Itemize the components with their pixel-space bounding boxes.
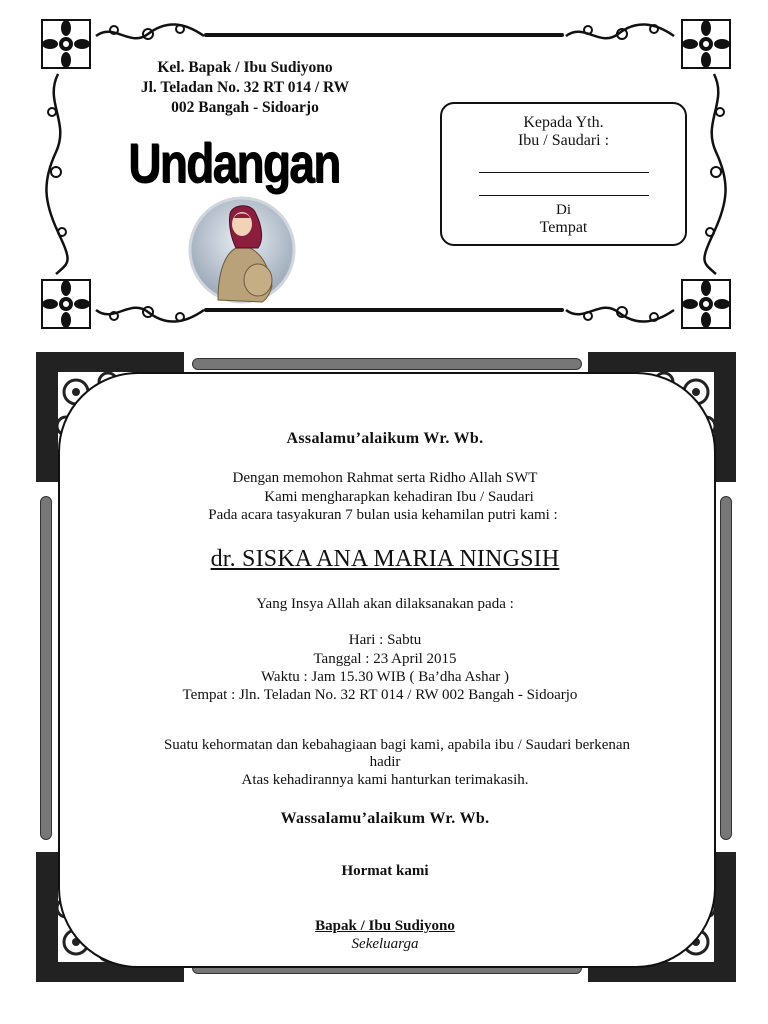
frame-rail-left: [40, 496, 52, 840]
sender-line: Jl. Teladan No. 32 RT 014 / RW: [140, 79, 350, 96]
closing-line: Suatu kehormatan dan kebahagiaan bagi kami, apabila ibu / Saudari berkenan: [163, 737, 631, 753]
schedule-intro: Yang Insya Allah akan dilaksanakan pada :: [256, 596, 514, 612]
sender-line: Kel. Bapak / Ibu Sudiyono: [157, 59, 333, 76]
event-place: Tempat : Jln. Teladan No. 32 RT 014 / RW 002 Bangah - Sidoarjo: [182, 687, 578, 703]
card-text: [60, 0, 710, 1024]
intro-line: Dengan memohon Rahmat serta Ridho Allah SWT: [232, 470, 538, 486]
event-day: Hari : Sabtu: [348, 632, 422, 648]
recipient-salutation: Kepada Yth.: [523, 114, 604, 131]
honoree-name: dr. SISKA ANA MARIA NINGSIH: [210, 546, 560, 572]
closing-line: Atas kehadirannya kami hanturkan terimakasih.: [241, 772, 529, 788]
event-date: Tanggal : 23 April 2015: [313, 651, 457, 667]
family: Sekeluarga: [351, 936, 419, 952]
regards: Hormat kami: [341, 863, 429, 879]
recipient-di: Di: [556, 202, 571, 218]
invitation-title: Undangan: [128, 131, 340, 194]
event-time: Waktu : Jam 15.30 WIB ( Ba’dha Ashar ): [260, 669, 510, 685]
intro-line: Kami mengharapkan kehadiran Ibu / Saudari: [264, 489, 534, 505]
farewell: Wassalamu’alaikum Wr. Wb.: [280, 810, 490, 827]
greeting: Assalamu’alaikum Wr. Wb.: [286, 430, 484, 447]
frame-rail-right: [720, 496, 732, 840]
signature: Bapak / Ibu Sudiyono: [315, 918, 455, 934]
sender-line: 002 Bangah - Sidoarjo: [171, 99, 319, 116]
intro-line: Pada acara tasyakuran 7 bulan usia kehamilan putri kami :: [208, 507, 558, 523]
closing-line: hadir: [369, 754, 401, 770]
recipient-title: Ibu / Saudari :: [517, 132, 610, 149]
recipient-place: Tempat: [539, 219, 588, 236]
